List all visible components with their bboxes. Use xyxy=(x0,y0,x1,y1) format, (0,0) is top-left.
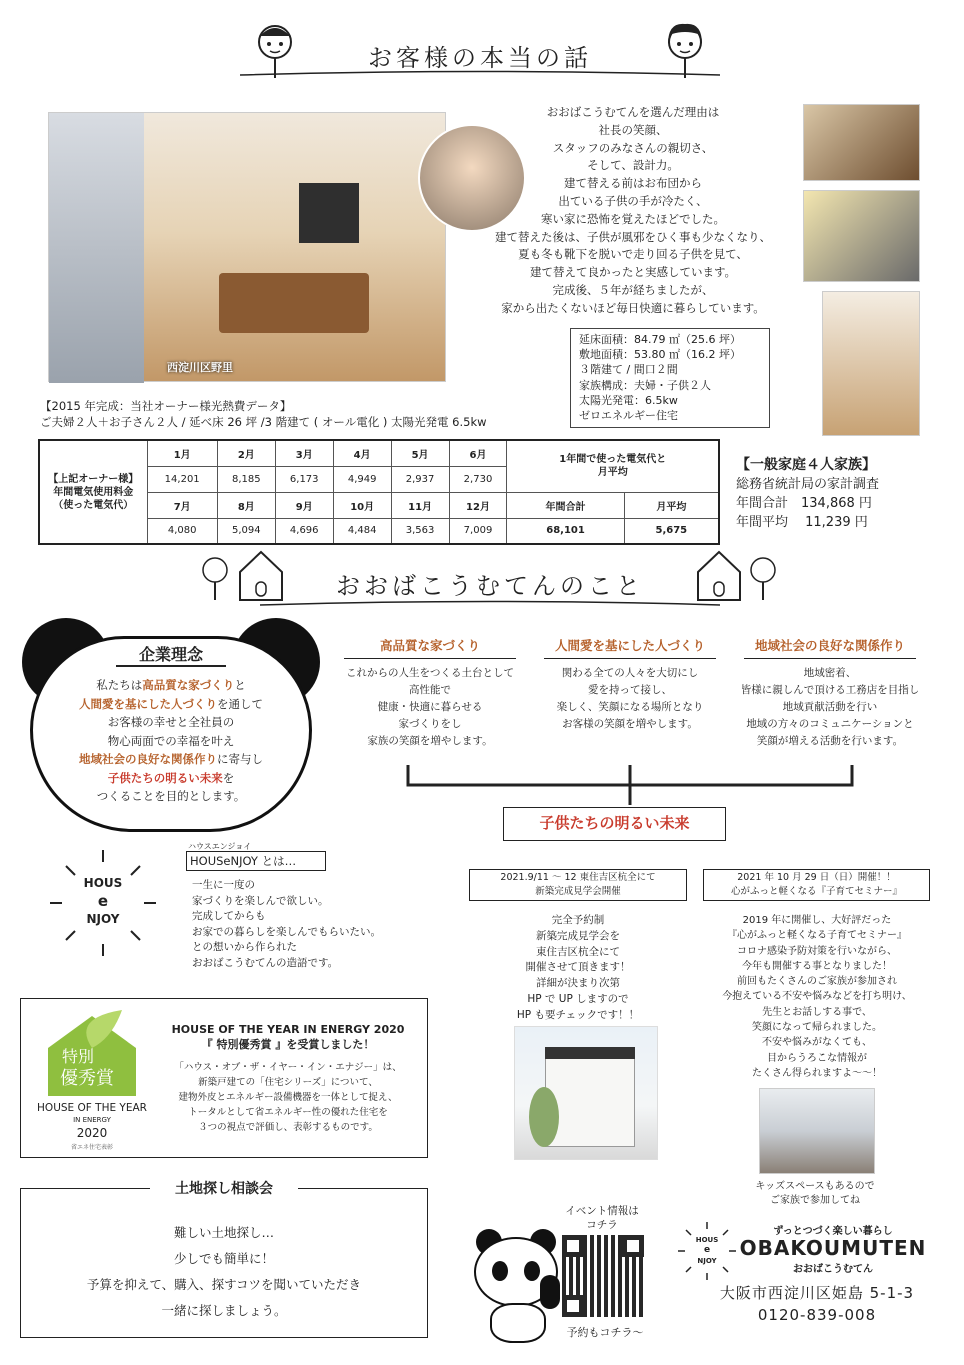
house-icon xyxy=(236,548,286,602)
pillar-title: 人間愛を基にした人づくり xyxy=(544,636,716,659)
title-underline xyxy=(240,70,720,80)
pillars xyxy=(330,636,930,766)
pillar-line: 健康・快適に暮らせる xyxy=(377,701,483,713)
event2-line: たくさん得られますよ～～！ xyxy=(752,1067,882,1079)
spec-line: ３階建て / 間口２間 xyxy=(579,363,678,377)
story-line: そして、設計力。 xyxy=(587,158,679,173)
award-line: トータルとして省エネルギー性の優れた住宅を xyxy=(188,1107,388,1118)
philosophy-segment: 物心両面での幸福を叶え xyxy=(107,733,235,748)
pillar-line: 高性能で xyxy=(409,684,451,696)
land-text xyxy=(20,1220,428,1324)
story-line: 家から出たくないほど毎日快適に暮らしています。 xyxy=(501,300,765,315)
pillar-column xyxy=(730,636,930,750)
event1-head: 2021.9/11 ～ 12 東住吉区杭全にて 新築完成見学会開催 xyxy=(469,869,687,901)
event2-line: 2019 年に開催し、大好評だった xyxy=(742,915,892,926)
seminar-photo xyxy=(759,1088,875,1174)
event1-line: 東住吉区杭全にて xyxy=(536,945,620,958)
owner-note: 【2015 年完成：当社オーナー様光熱費データ】 ご夫婦２人＋お子さん２人 / 延べ床 26 坪 /3 階建て ( オール電化 ) 太陽光発電 6.5kw xyxy=(40,399,487,429)
land-line: 予算を抑えて、購入、探すコツを聞いていただき xyxy=(86,1277,362,1292)
story-line: 完成後、５年が経ちましたが、 xyxy=(552,282,714,297)
land-line: 少しでも簡単に！ xyxy=(173,1251,274,1266)
tree-icon xyxy=(748,556,778,602)
philosophy-line xyxy=(44,732,298,751)
stairs-photo xyxy=(822,291,920,436)
title-underline xyxy=(260,600,720,610)
future-box: 子供たちの明るい未来 xyxy=(503,807,726,841)
philosophy-segment: 人間愛を基にした人づくり xyxy=(79,696,217,711)
section-title-company: おおばこうむてんのこと xyxy=(336,572,644,600)
pillar-line: 楽しく、笑顔になる場所となり xyxy=(556,701,704,713)
philosophy-segment: 私たちは xyxy=(96,678,143,692)
event2-head: 2021 年 10 月 29 日（日）開催！！ 心がふっと軽くなる『子育てセミナー』 xyxy=(703,869,930,901)
pillar-line: 愛を持って接し、 xyxy=(588,684,672,696)
house-icon xyxy=(694,548,744,602)
pillar-line: 家づくりをし xyxy=(398,718,462,730)
tree-icon xyxy=(200,556,230,602)
philosophy-segment: に寄与し xyxy=(217,752,263,766)
housenjoy-title: HOUSeNJOY とは… xyxy=(186,851,326,871)
pillar-line: 家族の笑顔を増やします。 xyxy=(367,735,493,747)
pillar-column xyxy=(330,636,530,750)
award-title: HOUSE OF THE YEAR IN ENERGY 2020 『 特別優秀賞 』を受賞しました！ xyxy=(171,1023,405,1051)
story-line: おおばこうむてんを選んだ理由は xyxy=(546,105,720,119)
table-row-label: 【上記オーナー様】 年間電気使用料金 （使った電気代） xyxy=(39,440,147,544)
philosophy-segment: つくることを目的とします。 xyxy=(96,789,246,803)
event1-line: HP で UP しますので xyxy=(527,992,629,1005)
award-text xyxy=(148,1060,428,1135)
pillar-line: これからの人生をつくる土台として xyxy=(346,667,514,679)
story-line: 社長の笑顔、 xyxy=(598,122,668,137)
event1-line: HP も要チェックです！！ xyxy=(516,1008,640,1021)
pillar-line: 地域密着、 xyxy=(803,667,857,679)
pillar-line: 地域の方々のコミュニケーションと xyxy=(746,718,914,730)
housenjoy-line: 一生に一度の xyxy=(192,879,255,891)
housenjoy-line: 完成してからも xyxy=(192,910,266,922)
spec-line: ゼロエネルギー住宅 xyxy=(579,409,678,423)
qr-bottom-text: 予約もコチラ～ xyxy=(566,1326,644,1339)
event1-line: 完全予約制 xyxy=(551,914,605,926)
pillar-title: 地域社会の良好な関係作り xyxy=(744,636,916,659)
housenjoy-ruby: ハウスエンジョイ xyxy=(188,842,252,851)
philosophy-line xyxy=(44,695,298,714)
general-household: 【一般家庭４人家族】 総務省統計局の家計調査 年間合計 134,868 円 年間平均 11,239 円 xyxy=(736,457,880,530)
story-line: 建て替えて良かったと実感しています。 xyxy=(529,265,737,280)
event2-line: 不安や悩みがなくても、 xyxy=(762,1037,872,1049)
philosophy-segment: 子供たちの明るい未来 xyxy=(107,770,223,785)
philosophy-segment: を通して xyxy=(217,696,263,711)
story-line: 建て替える前はお布団から xyxy=(564,176,702,191)
pillar-line: 関わる全ての人々を大切にし xyxy=(561,667,699,679)
housenjoy-line: お家での暮らしを楽しんでもらいたい。 xyxy=(192,925,381,938)
award-line: ３つの視点で評価し、表彰するものです。 xyxy=(198,1122,378,1133)
company-tagline: ずっとつづく楽しい暮らし xyxy=(773,1226,893,1237)
housenjoy-text xyxy=(192,878,381,971)
event2-line: 今年も開催する事となりました！ xyxy=(742,960,892,972)
story-line: スタッフのみなさんの親切さ、 xyxy=(552,140,714,155)
land-line: 一緒に探しましょう。 xyxy=(161,1303,287,1318)
housenjoy-logo: HOUS e NJOY xyxy=(48,848,158,958)
event2-line: 先生とお話しする事で、 xyxy=(762,1006,872,1018)
story-line: 夏も冬も靴下を脱いで走り回る子供を見て、 xyxy=(518,247,748,262)
story-line: 出ている子供の手が冷たく、 xyxy=(558,193,708,208)
spec-line: 敷地面積：53.80 ㎡（16.2 坪） xyxy=(579,348,741,362)
philosophy-title: 企業理念 xyxy=(116,642,226,667)
pillar-column xyxy=(530,636,730,733)
electricity-table: 【上記オーナー様】 年間電気使用料金 （使った電気代） 1月 2月 3月 4月 5月 6月 1年間で使った電気代と 月平均 14,201 8,185 6,173 4,949 2,937 2,730 7月 8月 9月 10月 11月 12月 年間合計 月平均 4,080 5,094 4,696 4,484 3,563 7,009 68,101 5,675 xyxy=(38,439,720,545)
land-title: 土地探し相談会 xyxy=(150,1178,298,1198)
philosophy-segment: 地域社会の良好な関係作り xyxy=(79,752,217,766)
event2-line: 『心がふっと軽くなる子育てセミナー』 xyxy=(727,930,907,942)
award-line: 建物外皮とエネルギー設備機器を一体として捉え、 xyxy=(178,1092,398,1103)
award-line: 「ハウス・オブ・ザ・イヤー・イン・エナジー」は、 xyxy=(174,1062,402,1073)
company-kana: おおばこうむてん xyxy=(793,1264,873,1275)
photo-caption: 西淀川区野里 xyxy=(167,361,233,374)
story-text xyxy=(468,104,798,318)
event1-text xyxy=(469,913,687,1024)
housenjoy-line: との想いから作られた xyxy=(192,941,297,953)
qr-code[interactable] xyxy=(562,1235,644,1317)
housenjoy-line: おおばこうむてんの造語です。 xyxy=(192,956,339,969)
award-line: 新築戸建ての「住宅シリーズ」について、 xyxy=(198,1077,378,1088)
event1-line: 新築完成見学会を xyxy=(536,929,620,942)
spec-line: 延床面積：84.79 ㎡（25.6 坪） xyxy=(579,333,741,346)
pillar-line: 地域貢献活動を行い xyxy=(782,701,878,713)
clock-photo xyxy=(803,104,920,181)
philosophy-segment: お客様の幸せと全社員の xyxy=(107,715,235,729)
philosophy-line xyxy=(44,769,298,788)
garage-photo xyxy=(803,190,920,282)
house-render-photo xyxy=(514,1026,658,1160)
spec-line: 家族構成：夫婦・子供２人 xyxy=(579,378,711,392)
pillar-line: お客様の笑顔を増やします。 xyxy=(562,718,698,730)
pillar-line: 笑顔が増える活動を行います。 xyxy=(756,735,904,747)
event2-line: 今抱えている不安や悩みなどを打ち明け、 xyxy=(722,991,912,1003)
philosophy-line xyxy=(44,713,298,732)
qr-top-text: イベント情報は コチラ xyxy=(565,1205,639,1231)
philosophy-text xyxy=(44,676,298,806)
section-title-story: お客様の本当の話 xyxy=(368,44,592,72)
event1-line: 詳細が決まり次第 xyxy=(536,977,620,990)
event1-line: 開催させて頂きます！ xyxy=(525,961,631,974)
spec-line: 太陽光発電：6.5kw xyxy=(579,393,678,407)
story-line: 寒い家に恐怖を覚えたほどでした。 xyxy=(541,211,725,226)
header-2 xyxy=(200,548,780,608)
kitchen-photo xyxy=(48,112,446,382)
event2-line: 前回もたくさんのご家族が参加され xyxy=(737,976,897,988)
award-badge: 特別 優秀賞 HOUSE OF THE YEAR IN ENERGY 2020 省エネ住宅表彰 xyxy=(24,1008,160,1156)
company-tel[interactable]: 0120-839-008 xyxy=(757,1306,877,1324)
philosophy-line xyxy=(44,750,298,769)
event2-line: 笑顔になって帰られました。 xyxy=(752,1022,882,1034)
housenjoy-line: 家づくりを楽しんで欲しい。 xyxy=(192,894,329,907)
philosophy-segment: を xyxy=(222,770,235,785)
story-line: 建て替えた後は、子供が風邪をひく事も少なくなり、 xyxy=(495,229,771,244)
company-address: 大阪市西淀川区姫島 5-1-3 xyxy=(719,1284,915,1302)
header-1 xyxy=(240,20,720,80)
company-name: OBAKOUMUTEN xyxy=(739,1236,927,1260)
event2-text xyxy=(700,913,934,1081)
event2-line: コロナ感染予防対策を行いながら、 xyxy=(737,945,897,957)
event2-line: 目からうろこな情報が xyxy=(767,1052,867,1064)
philosophy-line xyxy=(44,787,298,806)
pillar-line: 皆様に親しんで頂ける工務店を目指し xyxy=(740,684,920,696)
event2-caption: キッズスペースもあるので ご家族で参加してね xyxy=(755,1181,875,1206)
philosophy-segment: と xyxy=(234,678,246,692)
company-logo: HOUS e NJOY xyxy=(676,1220,738,1282)
land-line: 難しい土地探し… xyxy=(173,1225,274,1240)
philosophy-line xyxy=(44,676,298,695)
spec-box xyxy=(570,328,770,428)
pillar-title: 高品質な家づくり xyxy=(344,636,516,659)
philosophy-segment: 高品質な家づくり xyxy=(142,678,235,692)
